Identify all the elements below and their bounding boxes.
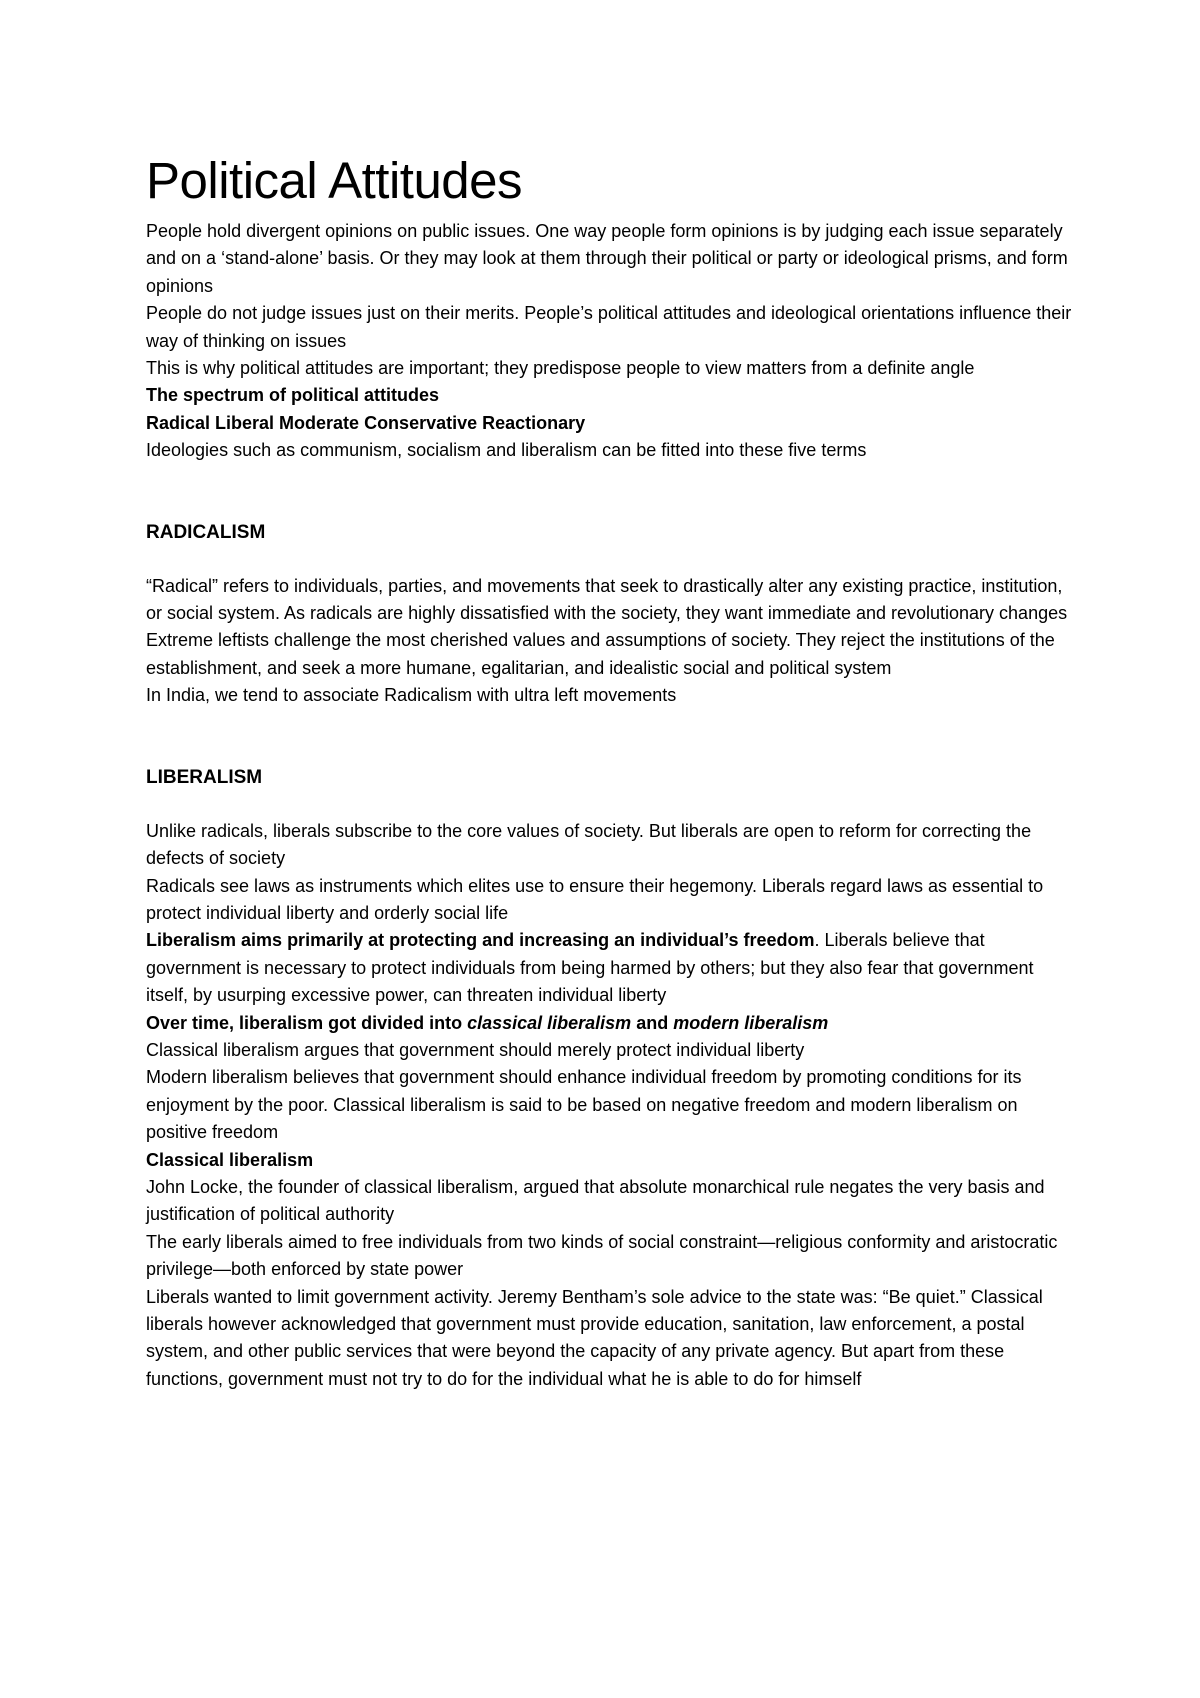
liberalism-paragraph-7: John Locke, the founder of classical liberalism, argued that absolute monarchical rule negates the very basis and justification of political authority	[146, 1176, 1045, 1225]
liberalism-paragraph-3-rest: . Liberals believe that government is necessary to protect individuals from being harmed by others; but they also fear that government itself, by usurping excessive power, can threaten individual liberty	[146, 930, 1034, 1006]
classical-liberalism-term: classical liberalism	[467, 1012, 632, 1033]
liberalism-heading: LIBERALISM	[146, 766, 263, 788]
intro-paragraph-4: Ideologies such as communism, socialism and liberalism can be fitted into these five terms	[146, 440, 867, 461]
liberalism-paragraph-2: Radicals see laws as instruments which elites use to ensure their hegemony. Liberals regard laws as essential to protect individual liberty and orderly social life	[146, 875, 1044, 923]
spacer	[146, 792, 1076, 818]
over-time-lead: Over time,	[146, 1012, 240, 1033]
spectrum-terms: Radical Liberal Moderate Conservative Reactionary	[146, 412, 586, 433]
spacer	[146, 710, 1076, 764]
liberalism-paragraph-1: Unlike radicals, liberals subscribe to the core values of society. But liberals are open to reform for correcting the defects of society	[146, 820, 1032, 869]
radicalism-heading: RADICALISM	[146, 521, 266, 543]
liberalism-key-statement: Liberalism aims primarily at protecting and increasing an individual’s freedom	[146, 930, 815, 951]
spectrum-heading: The spectrum of political attitudes	[146, 385, 440, 406]
spacer	[146, 465, 1076, 519]
liberalism-paragraph-8: The early liberals aimed to free individuals from two kinds of social constraint—religious conformity and aristocratic privilege—both enforced by state power	[146, 1231, 1058, 1280]
liberalism-paragraph-6: Modern liberalism believes that government should enhance individual freedom by promoting conditions for its enjoyment by the poor. Classical liberalism is said to be based on negative freedom and modern liberalism on positive freedom	[146, 1067, 1022, 1143]
and-connector: and	[631, 1012, 674, 1033]
intro-paragraph-2: People do not judge issues just on their merits. People’s political attitudes and ideological orientations influence their way of thinking on issues	[146, 303, 1072, 351]
page-title: Political Attitudes	[146, 152, 523, 209]
modern-liberalism-term: modern liberalism	[673, 1012, 829, 1033]
liberalism-section	[146, 764, 1076, 1394]
radicalism-section	[146, 519, 1076, 710]
liberalism-paragraph-5: Classical liberalism argues that government should merely protect individual liberty	[146, 1039, 805, 1060]
liberalism-divided-text: liberalism got divided into	[239, 1012, 468, 1033]
intro-paragraph-1: People hold divergent opinions on public issues. One way people form opinions is by judging each issue separately and on a ‘stand-alone’ basis. Or they may look at them through their political or party or ideological prisms, and form opinions	[146, 221, 1068, 296]
spacer	[146, 547, 1076, 573]
classical-liberalism-heading: Classical liberalism	[146, 1149, 314, 1170]
document-body	[146, 150, 1076, 1393]
liberalism-paragraph-3	[146, 927, 1076, 1009]
intro-paragraph-3: This is why political attitudes are important; they predispose people to view matters from a definite angle	[146, 358, 975, 379]
liberalism-paragraph-4	[146, 1010, 1076, 1037]
radicalism-paragraph-3: In India, we tend to associate Radicalism with ultra left movements	[146, 685, 677, 706]
radicalism-paragraph-2: Extreme leftists challenge the most cherished values and assumptions of society. They reject the institutions of the establishment, and seek a more humane, egalitarian, and idealistic social and political system	[146, 630, 1055, 678]
radicalism-paragraph-1: “Radical” refers to individuals, parties, and movements that seek to drastically alter any existing practice, institution, or social system. As radicals are highly dissatisfied with the society, they want immediate and revolutionary changes	[146, 575, 1068, 624]
liberalism-paragraph-9: Liberals wanted to limit government activity. Jeremy Bentham’s sole advice to the state was: “Be quiet.” Classical liberals however acknowledged that government must provide education, sanitation, law enforcement, a postal system, and other public services that were beyond the capacity of any private agency. But apart from these functions, government must not try to do for the individual what he is able to do for himself	[146, 1286, 1043, 1389]
